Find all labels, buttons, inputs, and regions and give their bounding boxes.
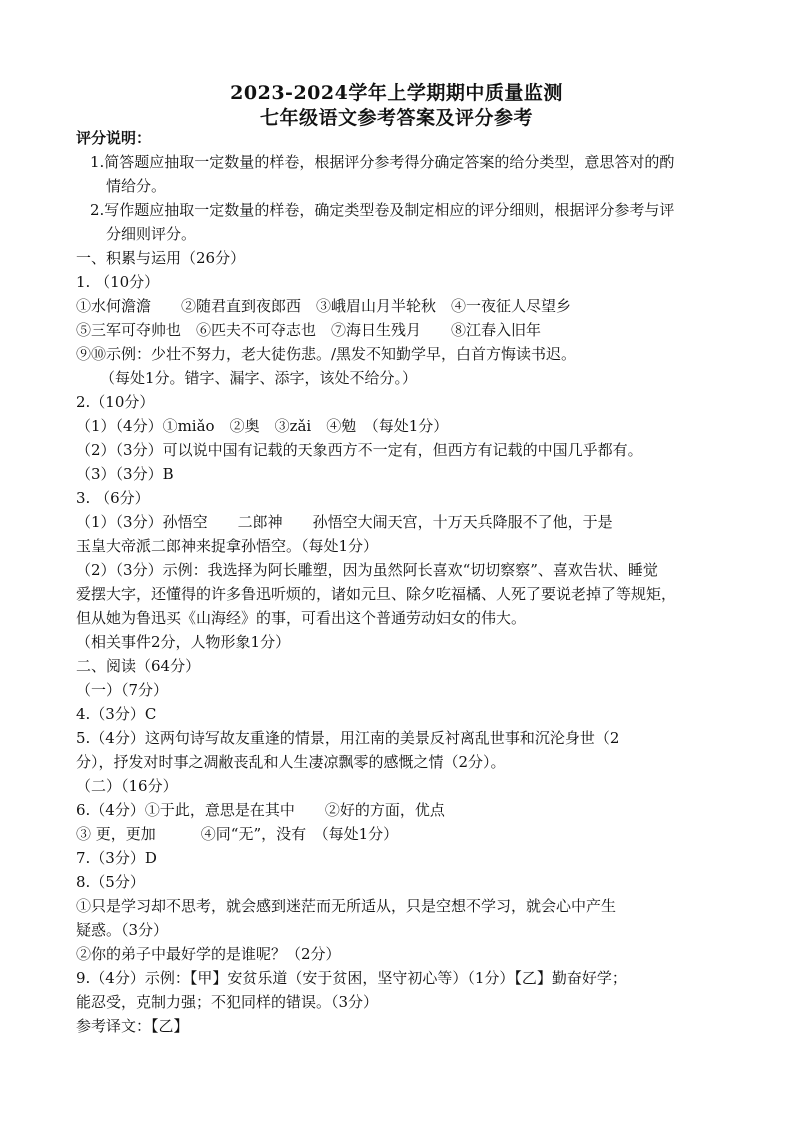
answer-line: 能忍受，克制力强；不犯同样的错误。（3分） [76, 993, 379, 1011]
answer-line: ①只是学习却不思考，就会感到迷茫而无所适从，只是空想不学习，就会心中产生 [76, 897, 617, 915]
answer-note: （相关事件2分，人物形象1分） [76, 633, 291, 651]
doc-title: 2023-2024学年上学期期中质量监测 [230, 82, 563, 104]
answer-line: 疑惑。（3分） [76, 921, 169, 939]
doc-subtitle: 七年级语文参考答案及评分参考 [259, 107, 533, 129]
answer-line: ②你的弟子中最好学的是谁呢？（2分） [76, 945, 341, 963]
subsection-heading: （二）（16分） [76, 777, 178, 795]
note-line: 1.简答题应抽取一定数量的样卷，根据评分参考得分确定答案的给分类型，意思答对的酌 [90, 153, 675, 171]
translation-heading: 参考译文：【乙】 [76, 1017, 189, 1035]
answer-line: （2）（3分）示例：我选择为阿长雕塑，因为虽然阿长喜欢“切切察察”、喜欢告状、睡觉 [76, 561, 658, 579]
answer-line: ⑤三军可夺帅也 ⑥匹夫不可夺志也 ⑦海日生残月 ⑧江春入旧年 [76, 321, 542, 339]
answer-line: 5.（4分）这两句诗写故友重逢的情景，用江南的美景反衬离乱世事和沉沦身世（2 [76, 729, 620, 747]
question-heading: 8.（5分） [76, 873, 145, 891]
question-heading: 3. （6分） [76, 489, 150, 507]
answer-line: 7.（3分）D [76, 849, 157, 867]
note-line: 情给分。 [106, 177, 167, 195]
scoring-notes-heading: 评分说明： [76, 129, 152, 147]
answer-line: （1）（3分）孙悟空 二郎神 孙悟空大闹天宫，十万天兵降服不了他，于是 [76, 513, 613, 531]
note-line: 分细则评分。 [106, 225, 197, 243]
section-heading: 一、积累与运用（26分） [76, 249, 246, 267]
answer-line: （2）（3分）可以说中国有记载的天象西方不一定有，但西方有记载的中国几乎都有。 [76, 441, 643, 459]
answer-line: 但从她为鲁迅买《山海经》的事，可看出这个普通劳动妇女的伟大。 [76, 609, 527, 627]
answer-line: ①水何澹澹 ②随君直到夜郎西 ③峨眉山月半轮秋 ④一夜征人尽望乡 [76, 297, 572, 315]
section-heading: 二、阅读（64分） [76, 657, 201, 675]
question-heading: 2.（10分） [76, 393, 155, 411]
answer-line: （3）（3分）B [76, 465, 174, 483]
answer-line: 4.（3分）C [76, 705, 157, 723]
answer-line: 6.（4分）①于此，意思是在其中 ②好的方面，优点 [76, 801, 445, 819]
answer-line: 玉皇大帝派二郎神来捉拿孙悟空。（每处1分） [76, 537, 379, 555]
answer-note: （每处1分。错字、漏字、添字，该处不给分。） [100, 369, 418, 387]
answer-line: ⑨⑩示例：少壮不努力，老大徒伤悲。/黑发不知勤学早，白首方悔读书迟。 [76, 345, 577, 363]
answer-line: ③ 更，更加 ④同“无”，没有 （每处1分） [76, 825, 399, 843]
answer-line: 分），抒发对时事之凋敝丧乱和人生凄凉飘零的感慨之情（2分）。 [76, 753, 506, 771]
answer-line: 9.（4分）示例：【甲】安贫乐道（安于贫困，坚守初心等）（1分）【乙】勤奋好学； [76, 969, 627, 987]
subsection-heading: （一）（7分） [76, 681, 169, 699]
answer-line: 爱摆大字，还懂得的许多鲁迅听烦的，诸如元旦、除夕吃福橘、人死了要说老掉了等规矩， [76, 585, 677, 603]
question-heading: 1. （10分） [76, 273, 160, 291]
answer-line: （1）（4分）①miǎo ②奥 ③zǎi ④勉 （每处1分） [76, 417, 449, 435]
note-line: 2.写作题应抽取一定数量的样卷，确定类型卷及制定相应的评分细则，根据评分参考与评 [90, 201, 675, 219]
